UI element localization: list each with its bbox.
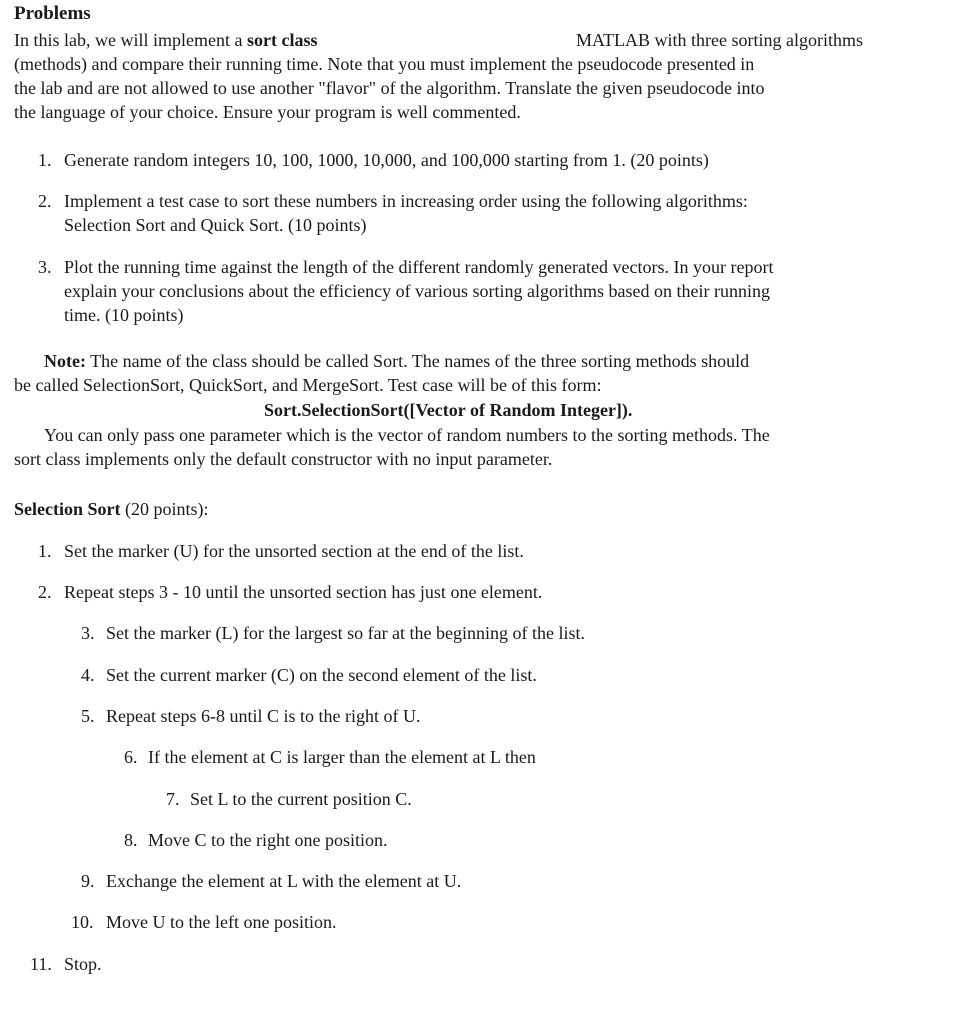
step-11-text: Stop. <box>64 954 102 974</box>
task-1-line-1: Generate random integers 10, 100, 1000, 10,000, and 100,000 starting from 1. (20 points) <box>64 150 709 170</box>
intro-line-4: the language of your choice. Ensure your program is well commented. <box>14 102 521 122</box>
task-3-number: 3. <box>38 257 52 277</box>
intro-line-2: (methods) and compare their running time. Note that you must implement the pseudocode presented in <box>14 54 755 74</box>
intro-line-3: the lab and are not allowed to use another "flavor" of the algorithm. Translate the given pseudocode into <box>14 78 765 98</box>
step-9-number: 9. <box>81 871 95 891</box>
task-3-line-3: time. (10 points) <box>64 305 184 325</box>
step-10-number: 10. <box>71 912 94 932</box>
step-10-text: Move U to the left one position. <box>106 912 337 932</box>
selection-sort-heading: Selection Sort (20 points): <box>14 499 209 519</box>
step-9-text: Exchange the element at L with the element at U. <box>106 871 462 891</box>
step-4-text: Set the current marker (C) on the second element of the list. <box>106 665 537 685</box>
task-2-line-2: Selection Sort and Quick Sort. (10 points) <box>64 215 367 235</box>
test-case-code: Sort.SelectionSort([Vector of Random Integer]). <box>264 400 633 420</box>
task-2-line-1: Implement a test case to sort these numbers in increasing order using the following algorithms: <box>64 191 748 211</box>
note-line-3: You can only pass one parameter which is the vector of random numbers to the sorting methods. The <box>44 425 770 445</box>
note-line-2: be called SelectionSort, QuickSort, and MergeSort. Test case will be of this form: <box>14 375 602 395</box>
step-1-number: 1. <box>38 541 52 561</box>
task-3-line-1: Plot the running time against the length of the different randomly generated vectors. In your report <box>64 257 774 277</box>
step-3-number: 3. <box>81 623 95 643</box>
note-line-4: sort class implements only the default constructor with no input parameter. <box>14 449 553 469</box>
note-line-1: Note: The name of the class should be called Sort. The names of the three sorting methods should <box>44 351 750 371</box>
step-3-text: Set the marker (L) for the largest so far at the beginning of the list. <box>106 623 586 643</box>
step-1-text: Set the marker (U) for the unsorted section at the end of the list. <box>64 541 524 561</box>
note-label: Note: <box>44 351 86 371</box>
task-3-line-2: explain your conclusions about the efficiency of various sorting algorithms based on their running <box>64 281 771 301</box>
step-11-number: 11. <box>30 954 52 974</box>
section-heading: Problems <box>14 3 91 24</box>
step-5-number: 5. <box>81 706 95 726</box>
step-7-text: Set L to the current position C. <box>190 789 412 809</box>
step-2-text: Repeat steps 3 - 10 until the unsorted section has just one element. <box>64 582 543 602</box>
step-8-number: 8. <box>124 830 138 850</box>
step-5-text: Repeat steps 6-8 until C is to the right of U. <box>106 706 421 726</box>
task-2-number: 2. <box>38 191 52 211</box>
step-2-number: 2. <box>38 582 52 602</box>
intro-line-1-right: MATLAB with three sorting algorithms <box>576 30 863 50</box>
step-7-number: 7. <box>166 789 180 809</box>
step-6-text: If the element at C is larger than the element at L then <box>148 747 536 767</box>
intro-line-1: In this lab, we will implement a sort class <box>14 30 318 50</box>
sort-class-term: sort class <box>246 30 318 50</box>
task-1-number: 1. <box>38 150 52 170</box>
step-8-text: Move C to the right one position. <box>148 830 388 850</box>
step-6-number: 6. <box>124 747 138 767</box>
step-4-number: 4. <box>81 665 95 685</box>
